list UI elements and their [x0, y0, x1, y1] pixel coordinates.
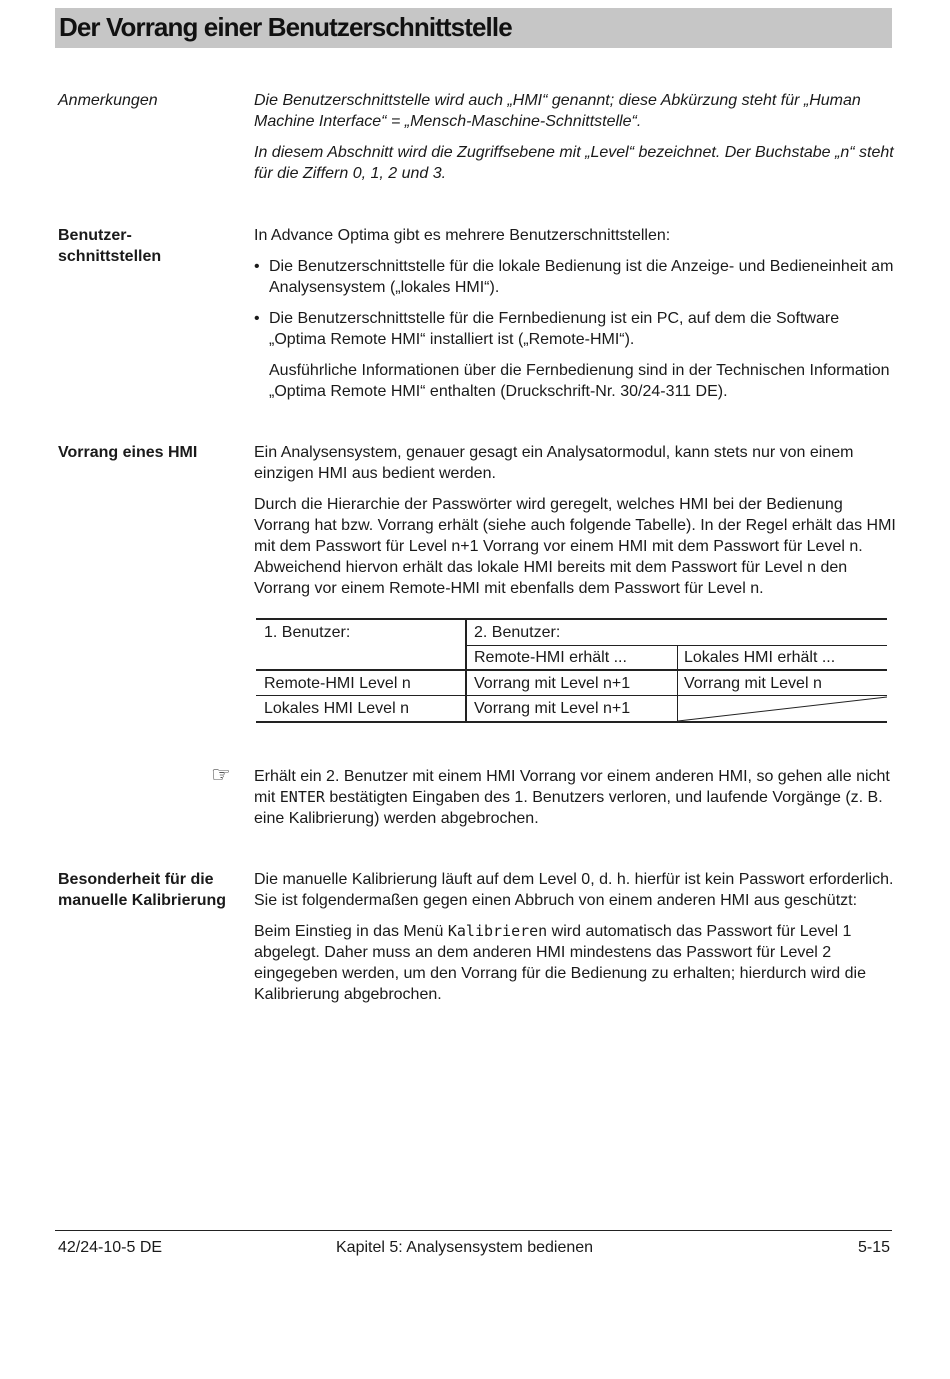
notes-body: [254, 90, 899, 194]
interfaces-label: [58, 225, 243, 267]
hint-text-before: Erhält ein 2. Benutzer mit einem HMI Vorrang vor einem anderen HMI, so gehen alle nicht mit: [254, 768, 890, 806]
bullet-dot: •: [254, 310, 260, 327]
notes-paragraph-1: Die Benutzerschnittstelle wird auch „HMI“ genannt; diese Abkürzung steht für „Human Machine Interface“ = „Mensch-Maschine-Schnittstelle“.: [254, 92, 861, 130]
calibration-paragraph-2: [254, 921, 899, 1005]
priority-body: [254, 442, 899, 609]
priority-paragraph-1: Ein Analysensystem, genauer gesagt ein Analysatormodul, kann stets nur von einem einzigen HMI aus bedient werden.: [254, 444, 854, 482]
title-bar: [55, 8, 892, 48]
calibration-body: [254, 869, 899, 1015]
calibration-label-line-2: manuelle Kalibrierung: [58, 892, 227, 909]
bullet-dot: •: [254, 258, 260, 275]
notes-paragraph-2: In diesem Abschnitt wird die Zugriffsebene mit „Level“ bezeichnet. Der Buchstabe „n“ steht für die Ziffern 0, 1, 2 und 3.: [254, 144, 894, 182]
table-cell: Vorrang mit Level n: [684, 675, 822, 692]
table-cell: Remote-HMI Level n: [264, 675, 411, 692]
interfaces-label-line-1: Benutzer-: [58, 227, 132, 244]
calibration-paragraph-1: Die manuelle Kalibrierung läuft auf dem Level 0, d. h. hierfür ist kein Passwort erforderlich. Sie ist folgendermaßen gegen einen Abbruch von einem anderen HMI aus geschützt:: [254, 871, 894, 909]
priority-paragraph-2: Durch die Hierarchie der Passwörter wird geregelt, welches HMI bei der Bedienung Vorrang hat bzw. Vorrang erhält (siehe auch folgende Tabelle). In der Regel erhält das HMI mit dem Passwort für Level n+1 Vorrang vor einem HMI mit dem Passwort für Level n. Abweichend hiervon erhält das lokale HMI bereits mit dem Passwort für Level n den Vorrang vor einem Remote-HMI mit ebenfalls dem Passwort für Level n.: [254, 496, 896, 597]
priority-label: Vorrang eines HMI: [58, 444, 198, 461]
table-header-local: Lokales HMI erhält ...: [684, 649, 836, 666]
calibration-menu-code: Kalibrieren: [447, 922, 548, 940]
calibration-label: [58, 869, 243, 911]
footer-doc-number: 42/24-10-5 DE: [58, 1239, 163, 1256]
interfaces-list: [254, 256, 899, 350]
footer-page-number: 5-15: [857, 1239, 890, 1256]
interfaces-body: [254, 225, 899, 412]
enter-key-code: ENTER: [279, 788, 325, 806]
table-rule: [256, 618, 887, 620]
empty-cell-diagonal: [678, 696, 887, 722]
calibration-label-line-1: Besonderheit für die: [58, 871, 214, 888]
interfaces-label-line-2: schnittstellen: [58, 248, 162, 265]
list-item: [254, 308, 899, 350]
table-cell: Lokales HMI Level n: [264, 700, 409, 717]
pointing-hand-icon: ☞: [211, 762, 231, 787]
hint-text-after: bestätigten Eingaben des 1. Benutzers verloren, und laufende Vorgänge (z. B. eine Kalibrierung) werden abgebrochen.: [254, 789, 883, 827]
table-column-divider: [465, 618, 467, 723]
list-item: [254, 256, 899, 298]
footer-rule: [55, 1230, 892, 1231]
calibration-text-before: Beim Einstieg in das Menü: [254, 923, 448, 940]
hint-text: [254, 766, 899, 829]
table-cell: Vorrang mit Level n+1: [474, 700, 631, 717]
footer-chapter: Kapitel 5: Analysensystem bedienen: [336, 1239, 594, 1256]
table-cell: Vorrang mit Level n+1: [474, 675, 631, 692]
list-item-text: Die Benutzerschnittstelle für die lokale Bedienung ist die Anzeige- und Bedieneinheit am Analysensystem („lokales HMI“).: [269, 258, 894, 296]
table-header-remote: Remote-HMI erhält ...: [474, 649, 627, 666]
interfaces-extra-info: Ausführliche Informationen über die Fernbedienung sind in der Technischen Information „Optima Remote HMI“ enthalten (Druckschrift-Nr. 30/24-311 DE).: [269, 362, 890, 400]
table-rule: [256, 669, 887, 671]
calibration-text-after: wird automatisch das Passwort für Level 1 abgelegt. Daher muss an dem anderen HMI mindestens das Passwort für Level 2 eingegeben werden, um den Vorrang für die Bedienung zu erhalten; hierdurch wird die Kalibrierung abgebrochen.: [254, 923, 866, 1003]
page-title: Der Vorrang einer Benutzerschnittstelle: [59, 12, 512, 42]
notes-label: Anmerkungen: [58, 92, 158, 109]
priority-table: [256, 618, 887, 724]
table-header-user1: 1. Benutzer:: [264, 624, 351, 641]
table-header-user2: 2. Benutzer:: [474, 624, 561, 641]
interfaces-intro: In Advance Optima gibt es mehrere Benutzerschnittstellen:: [254, 227, 671, 244]
list-item-text: Die Benutzerschnittstelle für die Fernbedienung ist ein PC, auf dem die Software „Optima Remote HMI“ installiert ist („Remote-HMI“).: [269, 310, 840, 348]
